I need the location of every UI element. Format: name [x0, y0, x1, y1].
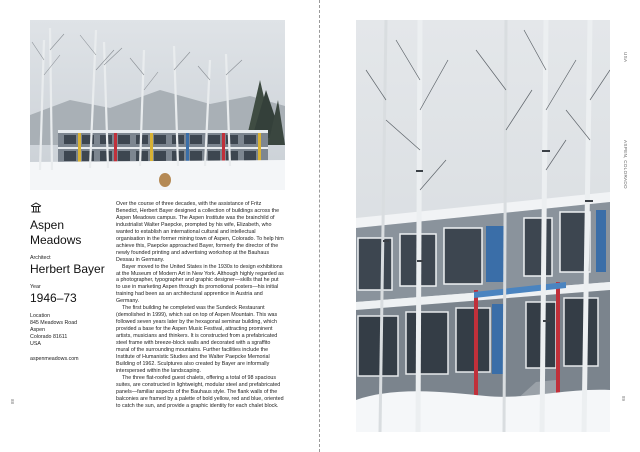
architect-label: Architect — [30, 255, 51, 261]
building-icon — [30, 202, 42, 213]
body-paragraph: Bayer moved to the United States in the 1930s to design exhibitions at the Museum of Modern Art in New York. Although highly regarded as a photographer, typographer and graphic designer—skills that he put to use in marketing Aspen through its promotional posters—his initial training had been as an architectural apprentice in Austria and Germany. — [116, 263, 284, 305]
listing-meta-sidebar — [30, 202, 112, 363]
article-body — [116, 201, 284, 410]
running-head-country: USA — [623, 52, 628, 63]
address-line: Aspen — [30, 327, 46, 333]
website-link[interactable]: aspenmeadows.com — [30, 356, 79, 362]
architect-name: Herbert Bayer — [30, 262, 105, 276]
page-number-right: 89 — [621, 396, 626, 402]
running-head-city: ASPEN, COLORADO — [623, 140, 628, 189]
building-name: Aspen Meadows — [30, 218, 82, 247]
body-paragraph: The three flat-roofed guest chalets, offering a total of 98 spacious suites, are constructed in lightweight, modular steel and prefabricated panels—familiar aspects of the Bauhaus style. The flank walls of the balconies are framed by a palette of bold yellow, red and blue, oriented to catch the sun, and provide a graphic identity for each chalet block. — [116, 374, 284, 409]
year-label: Year — [30, 284, 41, 290]
address-line: Colorado 81611 — [30, 334, 68, 340]
address-line: USA — [30, 341, 41, 347]
chalet-facade-photo — [356, 20, 610, 432]
year-value: 1946–73 — [30, 291, 77, 305]
page-number-left: 88 — [10, 398, 15, 404]
address-line: 845 Meadows Road — [30, 320, 78, 326]
page-fold-line — [319, 0, 320, 452]
location-label: Location — [30, 313, 51, 319]
chalet-landscape-photo — [30, 20, 285, 190]
body-paragraph: The first building he completed was the Sundeck Restaurant (demolished in 1999), which sat on top of Aspen Mountain. This was followed seven years later by the hexagonal seminar building, which provided a base for the Aspen Music Festival, attracting prominent artists, musicians and thinkers. It is constructed from a prefabricated steel frame with breeze-block walls and decorated with a sgraffito mural of the surrounding mountains. Further facilities include the Institute of Humanistic Studies and the Walter Paepcke Memorial Building of 1962. Sculptures also created by Bayer are informally interspersed within the landscaping. — [116, 305, 278, 374]
body-paragraph: Over the course of three decades, with the assistance of Fritz Benedict, Herbert Bayer designed a collection of buildings across the Aspen Meadows campus. The Aspen Institute was the brainchild of industrialist Walter Paepcke, prompted by his wife, Elizabeth, who wanted to establish an international cultural and intellectual organisation in the former mining town of Aspen, Colorado. To help him achieve this, Paepcke approached Bayer, formerly the director of the newly founded printing and advertising workshop at the Bauhaus Dessau in Germany. — [116, 201, 284, 263]
